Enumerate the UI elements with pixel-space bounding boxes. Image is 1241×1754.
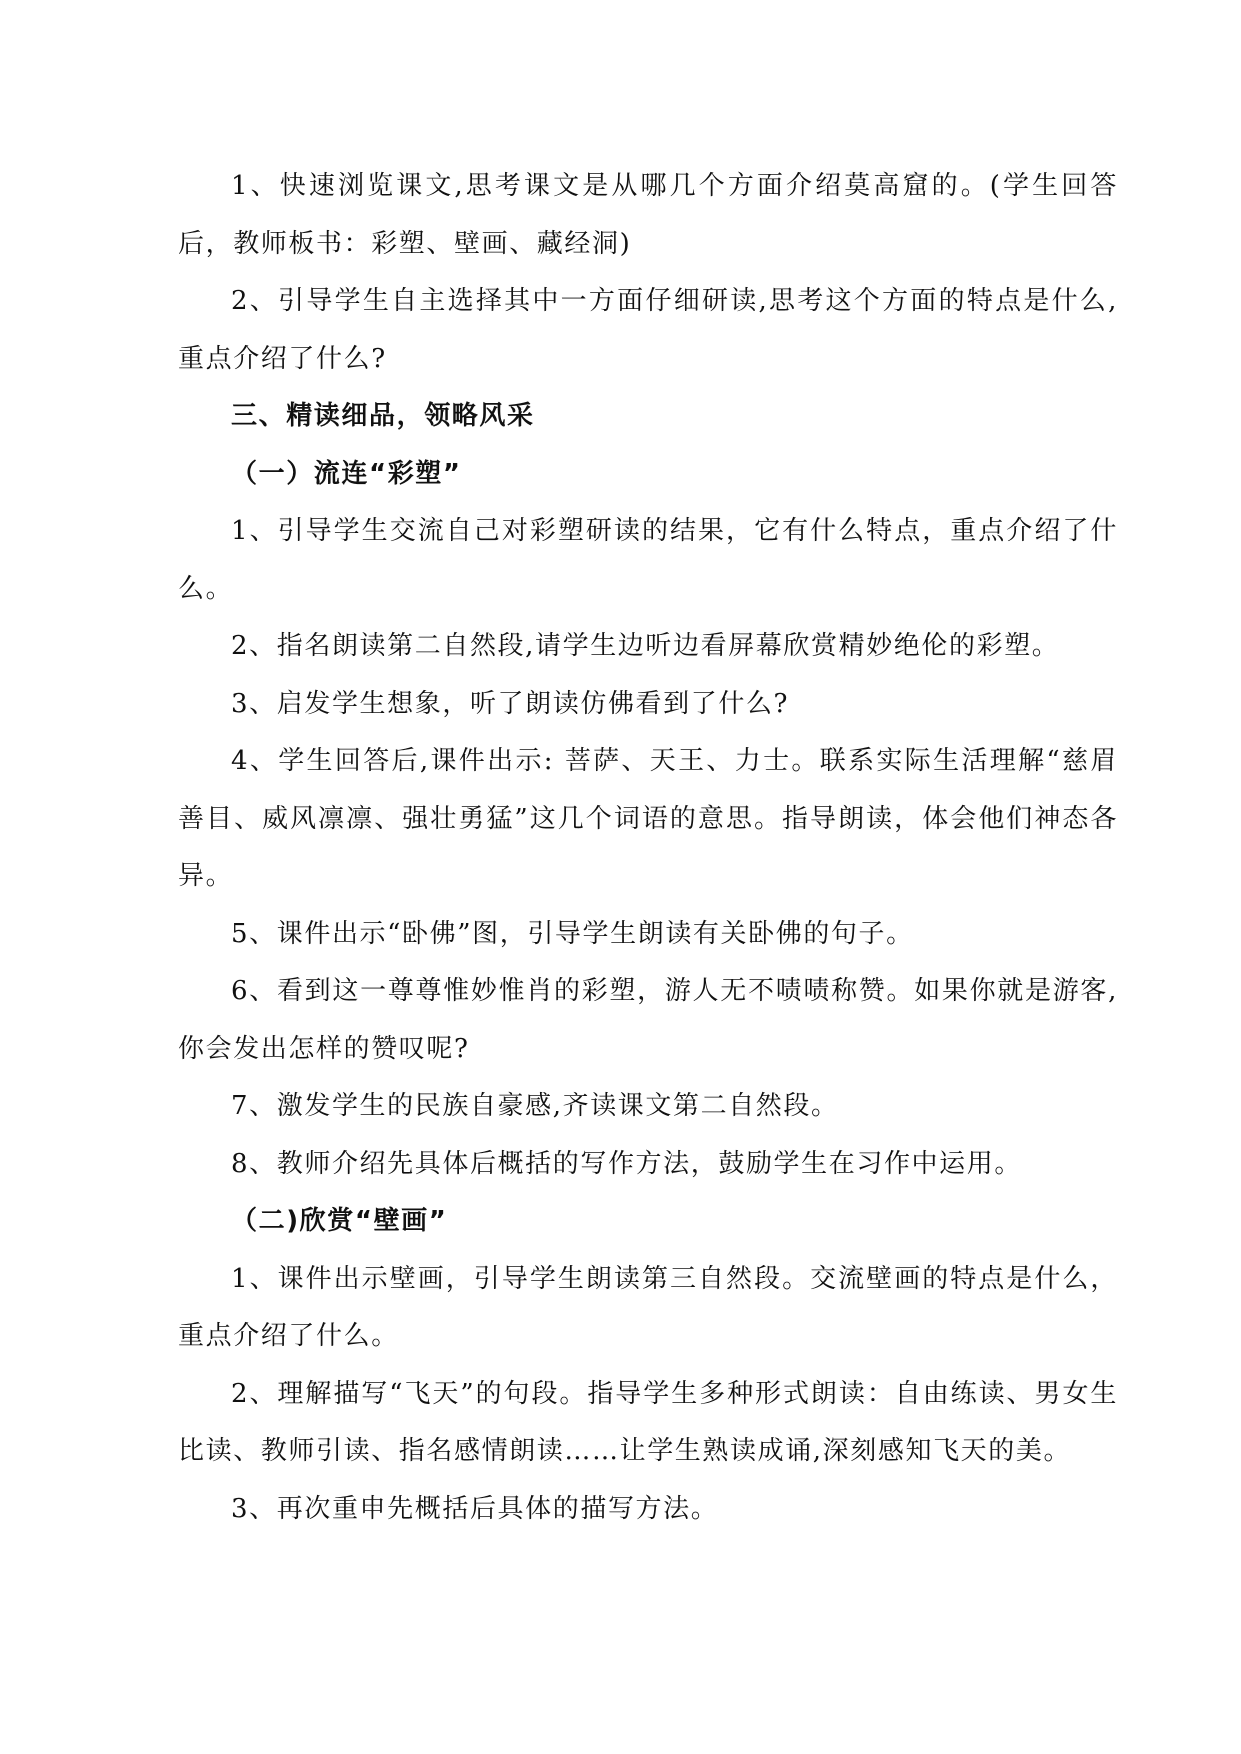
paragraph-sculpture-4: 4、学生回答后,课件出示: 菩萨、天王、力士。联系实际生活理解“慈眉善目、威风凛凛、强壮勇猛”这几个词语的意思。指导朗读，体会他们神态各异。 <box>178 746 1118 891</box>
paragraph-sculpture-8: 8、教师介绍先具体后概括的写作方法，鼓励学生在习作中运用。 <box>231 1148 1022 1179</box>
subsection-heading-murals: （二)欣赏“壁画” <box>231 1206 448 1236</box>
paragraph-sculpture-3: 3、启发学生想象，听了朗读仿佛看到了什么? <box>231 688 790 719</box>
document-body <box>178 158 1118 1538</box>
subsection-heading-sculpture: （一）流连“彩塑” <box>231 458 462 489</box>
paragraph-sculpture-2: 2、指名朗读第二自然段,请学生边听边看屏幕欣赏精妙绝伦的彩塑。 <box>231 631 1060 661</box>
paragraph-murals-1: 1、课件出示壁画，引导学生朗读第三自然段。交流壁画的特点是什么，重点介绍了什么。 <box>178 1263 1118 1351</box>
paragraph-murals-2: 2、理解描写“飞天”的句段。指导学生多种形式朗读：自由练读、男女生比读、教师引读、指名感情朗读……让学生熟读成诵,深刻感知飞天的美。 <box>178 1378 1118 1466</box>
paragraph-step-2-choose: 2、引导学生自主选择其中一方面仔细研读,思考这个方面的特点是什么,重点介绍了什么? <box>178 286 1118 374</box>
paragraph-murals-3: 3、再次重申先概括后具体的描写方法。 <box>231 1493 719 1524</box>
paragraph-sculpture-1: 1、引导学生交流自己对彩塑研读的结果，它有什么特点，重点介绍了什么。 <box>178 516 1118 604</box>
paragraph-step-1-browse: 1、快速浏览课文,思考课文是从哪几个方面介绍莫高窟的。(学生回答后，教师板书：彩塑、壁画、藏经洞) <box>178 171 1118 259</box>
paragraph-sculpture-6: 6、看到这一尊尊惟妙惟肖的彩塑，游人无不啧啧称赞。如果你就是游客,你会发出怎样的赞叹呢? <box>178 976 1118 1064</box>
section-heading-three: 三、精读细品，领略风采 <box>231 401 535 431</box>
paragraph-sculpture-5: 5、课件出示“卧佛”图，引导学生朗读有关卧佛的句子。 <box>231 918 914 949</box>
paragraph-sculpture-7: 7、激发学生的民族自豪感,齐读课文第二自然段。 <box>231 1091 839 1121</box>
